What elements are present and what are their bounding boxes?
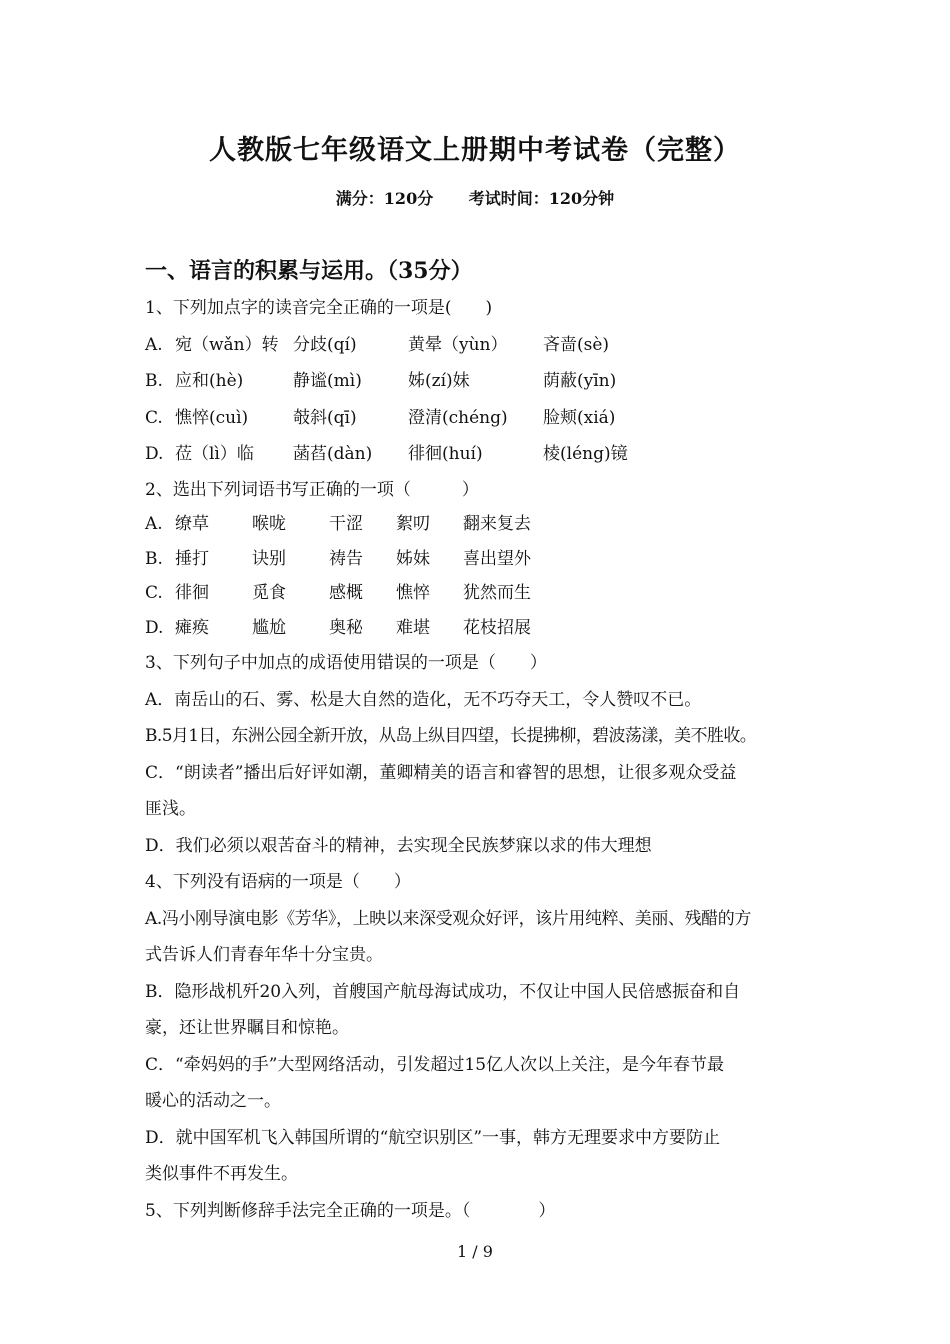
exam-time: 考试时间：120分钟 <box>468 189 615 208</box>
section-heading: 一、语言的积累与运用。（35分） <box>145 258 473 284</box>
question-1-option-d <box>145 436 825 473</box>
question-4-option-a-line2: 式告诉人们青春年华十分宝贵。 <box>145 945 383 965</box>
question-3-option-a: A．南岳山的石、雾、松是大自然的造化，无不巧夺天工，令人赞叹不已。 <box>145 689 702 710</box>
option-word: 难堪 <box>396 617 430 638</box>
option-letter: B. <box>145 371 163 391</box>
option-word: 捶打 <box>175 548 209 569</box>
option-word: 吝啬(sè) <box>543 334 610 355</box>
option-word: 絮叨 <box>396 514 430 534</box>
question-2-options <box>145 507 825 645</box>
question-1-option-c <box>145 400 825 437</box>
question-2-stem: 2、选出下列词语书写正确的一项（ ） <box>145 479 479 500</box>
exam-info <box>0 186 950 209</box>
question-2-option-d <box>145 611 825 646</box>
option-word: 分歧(qí) <box>293 334 357 355</box>
option-word: 憔悴 <box>396 583 430 603</box>
option-word: 菡萏(dàn) <box>293 444 373 464</box>
option-word: 喜出望外 <box>463 548 531 569</box>
option-letter: D. <box>145 617 164 638</box>
question-4-option-d-line1: D．就中国军机飞入韩国所谓的“航空识别区”一事，韩方无理要求中方要防止 <box>145 1127 721 1148</box>
option-letter: A. <box>145 334 163 355</box>
option-letter: C. <box>145 407 163 428</box>
option-word: 花枝招展 <box>463 617 531 638</box>
option-word: 姊(zí)妹 <box>408 371 470 391</box>
full-score: 满分：120分 <box>335 189 434 208</box>
option-word: 干涩 <box>329 514 363 534</box>
option-word: 徘徊 <box>175 583 209 603</box>
option-word: 宛（wǎn）转 <box>175 334 279 355</box>
option-word: 黄晕（yùn） <box>408 334 508 355</box>
option-letter: A. <box>145 514 163 534</box>
question-1-stem: 1、下列加点字的读音完全正确的一项是( ) <box>145 298 493 318</box>
question-4-option-a-line1: A.冯小刚导演电影《芳华》，上映以来深受观众好评，该片用纯粹、美丽、残醋的方 <box>145 908 751 929</box>
option-word: 觅食 <box>252 583 286 603</box>
question-1-option-a <box>145 327 825 364</box>
option-word: 感概 <box>329 583 363 603</box>
question-3-option-b: B.5月1日，东洲公园全新开放，从岛上纵目四望，长提拂柳，碧波荡漾，美不胜收。 <box>145 726 757 746</box>
question-4-option-c-line2: 暖心的活动之一。 <box>145 1091 281 1111</box>
option-word: 喉咙 <box>252 514 286 534</box>
option-word: 徘徊(huí) <box>408 444 483 464</box>
question-3-option-c-line2: 匪浅。 <box>145 799 196 819</box>
question-1-options <box>145 327 825 473</box>
option-word: 脸颊(xiá) <box>543 407 616 428</box>
question-1-option-b <box>145 363 825 400</box>
question-3-option-c-line1: C．“朗读者”播出后好评如潮，董卿精美的语言和睿智的思想，让很多观众受益 <box>145 762 737 783</box>
option-word: 澄清(chéng) <box>408 407 508 428</box>
question-2-option-a <box>145 507 825 542</box>
question-4-option-d-line2: 类似事件不再发生。 <box>145 1164 298 1184</box>
option-word: 姊妹 <box>396 548 430 569</box>
question-list <box>145 290 825 1229</box>
question-4-option-b-line1: B．隐形战机歼20入列，首艘国产航母海试成功，不仅让中国人民倍感振奋和自 <box>145 981 741 1002</box>
question-3-option-d: D．我们必须以艰苦奋斗的精神，去实现全民族梦寐以求的伟大理想 <box>145 835 652 856</box>
page-title: 人教版七年级语文上册期中考试卷（完整） <box>209 135 741 166</box>
option-word: 攲斜(qī) <box>293 407 357 428</box>
option-word: 犹然而生 <box>463 583 531 603</box>
option-word: 棱(léng)镜 <box>543 444 628 464</box>
option-letter: C. <box>145 583 163 603</box>
question-2-option-b <box>145 542 825 577</box>
option-word: 应和(hè) <box>175 371 244 391</box>
option-word: 缭草 <box>175 514 209 534</box>
option-word: 祷告 <box>329 548 363 569</box>
question-5-stem: 5、下列判断修辞手法完全正确的一项是。（ ） <box>145 1200 556 1221</box>
option-word: 翻来复去 <box>463 514 531 534</box>
option-word: 憔悴(cuì) <box>175 407 249 428</box>
option-word: 诀别 <box>252 548 286 569</box>
question-4-option-c-line1: C．“牵妈妈的手”大型网络活动，引发超过15亿人次以上关注，是今年春节最 <box>145 1054 725 1075</box>
option-word: 瘫痪 <box>175 617 209 638</box>
option-word: 荫蔽(yīn) <box>543 371 617 391</box>
option-word: 莅（lì）临 <box>175 444 254 464</box>
option-word: 奥秘 <box>329 617 363 638</box>
question-4-option-b-line2: 豪，还让世界瞩目和惊艳。 <box>145 1018 349 1038</box>
option-letter: B. <box>145 548 163 569</box>
option-word: 静谧(mì) <box>293 371 362 391</box>
option-word: 尴尬 <box>252 617 286 638</box>
option-letter: D. <box>145 444 164 464</box>
question-3-stem: 3、下列句子中加点的成语使用错误的一项是（ ） <box>145 653 547 673</box>
page-number: 1 / 9 <box>457 1242 493 1261</box>
question-4-stem: 4、下列没有语病的一项是（ ） <box>145 872 411 892</box>
question-2-option-c <box>145 576 825 611</box>
